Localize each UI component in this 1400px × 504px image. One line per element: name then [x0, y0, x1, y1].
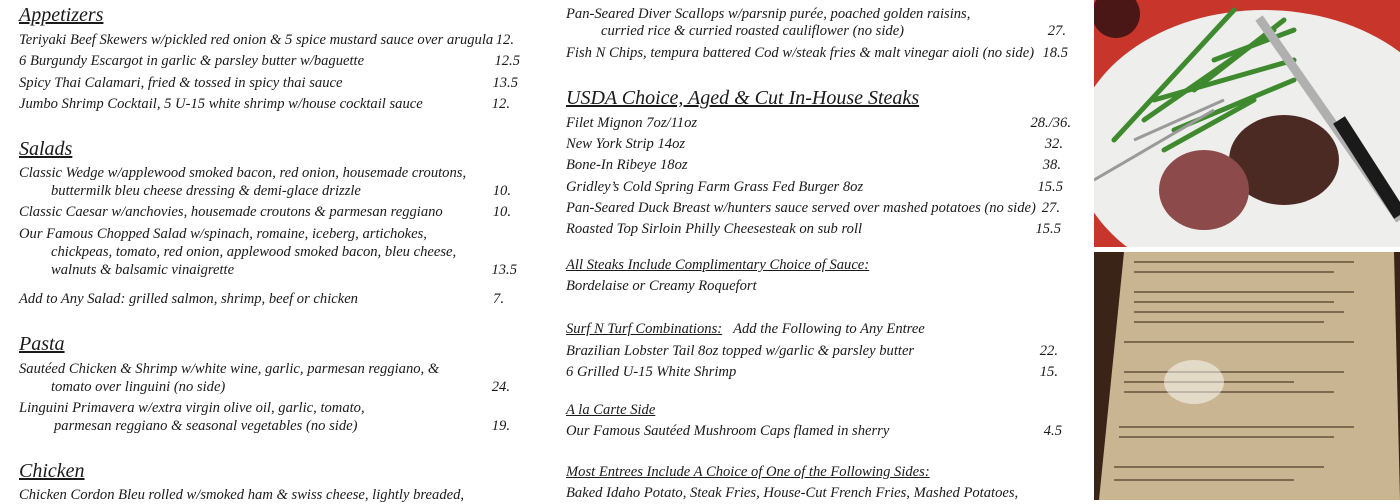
section-title-appetizers: Appetizers	[19, 4, 104, 26]
sides-list: Baked Idaho Potato, Steak Fries, House-Cut French Fries, Mashed Potatoes,	[566, 485, 1019, 501]
side-heading: A la Carte Side	[566, 402, 656, 418]
menu-price: 15.	[1039, 364, 1058, 380]
menu-item: Roasted Top Sirloin Philly Cheesesteak on sub roll	[566, 221, 863, 237]
menu-price: 13.5	[491, 262, 517, 278]
menu-price: 12.	[491, 96, 510, 112]
sides-heading: Most Entrees Include A Choice of One of the Following Sides:	[566, 464, 930, 480]
menu-price: 12.5	[494, 53, 520, 69]
menu-price: 18.5	[1042, 45, 1068, 61]
menu-item: Spicy Thai Calamari, fried & tossed in spicy thai sauce	[19, 75, 343, 91]
surf-turf-subtitle: Add the Following to Any Entree	[733, 321, 925, 337]
menu-price: 38.	[1042, 157, 1061, 173]
surf-turf-title: Surf N Turf Combinations:	[566, 321, 723, 337]
menu-price: 10.	[492, 183, 511, 199]
menu-item: Fish N Chips, tempura battered Cod w/steak fries & malt vinegar aioli (no side)	[566, 45, 1035, 61]
section-title-steaks: USDA Choice, Aged & Cut In-House Steaks	[566, 87, 920, 109]
menu-item: Classic Wedge w/applewood smoked bacon, red onion, housemade croutons,	[19, 165, 467, 181]
menu-item: Chicken Cordon Bleu rolled w/smoked ham & swiss cheese, lightly breaded,	[19, 487, 465, 503]
menu-item: Pan-Seared Duck Breast w/hunters sauce served over mashed potatoes (no side)	[566, 200, 1036, 216]
menu-item: Teriyaki Beef Skewers w/pickled red onion & 5 spice mustard sauce over arugula	[19, 32, 494, 48]
menu-item: 6 Grilled U-15 White Shrimp	[566, 364, 737, 380]
menu-price: 7.	[493, 291, 504, 307]
menu-item-cont: buttermilk bleu cheese dressing & demi-glace drizzle	[51, 183, 361, 199]
surf-turf-heading	[566, 320, 925, 338]
menu-item-cont: tomato over linguini (no side)	[51, 379, 226, 395]
menu-price: 27.	[1041, 200, 1060, 216]
menu-price: 15.5	[1037, 179, 1063, 195]
menu-price: 13.5	[492, 75, 518, 91]
menu-item: Brazilian Lobster Tail 8oz topped w/garlic & parsley butter	[566, 343, 915, 359]
menu-price: 28./36.	[1030, 115, 1071, 131]
menu-item-cont: walnuts & balsamic vinaigrette	[51, 262, 235, 278]
menu-item: Linguini Primavera w/extra virgin olive oil, garlic, tomato,	[19, 400, 365, 416]
menu-price: 22.	[1039, 343, 1058, 359]
menu-item: Add to Any Salad: grilled salmon, shrimp, beef or chicken	[19, 291, 358, 307]
menu-item: Gridley’s Cold Spring Farm Grass Fed Burger 8oz	[566, 179, 864, 195]
sauce-heading: All Steaks Include Complimentary Choice of Sauce:	[566, 257, 870, 273]
menu-price: 15.5	[1035, 221, 1061, 237]
menu-item-cont: parmesan reggiano & seasonal vegetables (no side)	[54, 418, 358, 434]
menu-item: Our Famous Chopped Salad w/spinach, romaine, iceberg, artichokes,	[19, 226, 427, 242]
menu-price: 10.	[492, 204, 511, 220]
menu-item: Jumbo Shrimp Cocktail, 5 U-15 white shrimp w/house cocktail sauce	[19, 96, 423, 112]
menu-item: Sautéed Chicken & Shrimp w/white wine, garlic, parmesan reggiano, &	[19, 361, 440, 377]
menu-item: Our Famous Sautéed Mushroom Caps flamed in sherry	[566, 423, 890, 439]
menu-item-cont: chickpeas, tomato, red onion, applewood smoked bacon, bleu cheese,	[51, 244, 457, 260]
sauce-options: Bordelaise or Creamy Roquefort	[566, 278, 757, 294]
menu-price: 4.5	[1043, 423, 1062, 439]
menu-price: 32.	[1044, 136, 1063, 152]
menu-item: Filet Mignon 7oz/11oz	[566, 115, 698, 131]
menu-item: Bone-In Ribeye 18oz	[566, 157, 688, 173]
menu-price: 12.	[495, 32, 514, 48]
menu-item: 6 Burgundy Escargot in garlic & parsley butter w/baguette	[19, 53, 365, 69]
section-title-salads: Salads	[19, 138, 73, 160]
menu-item: New York Strip 14oz	[566, 136, 686, 152]
section-title-pasta: Pasta	[19, 333, 65, 355]
menu-item-cont: curried rice & curried roasted cauliflower (no side)	[601, 23, 905, 39]
menu-photo	[1094, 252, 1400, 500]
menu-price: 24.	[491, 379, 510, 395]
menu-item: Pan-Seared Diver Scallops w/parsnip purée, poached golden raisins,	[566, 6, 971, 22]
menu-item: Classic Caesar w/anchovies, housemade croutons & parmesan reggiano	[19, 204, 443, 220]
section-title-chicken: Chicken	[19, 460, 85, 482]
menu-price: 19.	[491, 418, 510, 434]
menu-price: 27.	[1047, 23, 1066, 39]
steak-dinner-photo	[1094, 0, 1400, 247]
